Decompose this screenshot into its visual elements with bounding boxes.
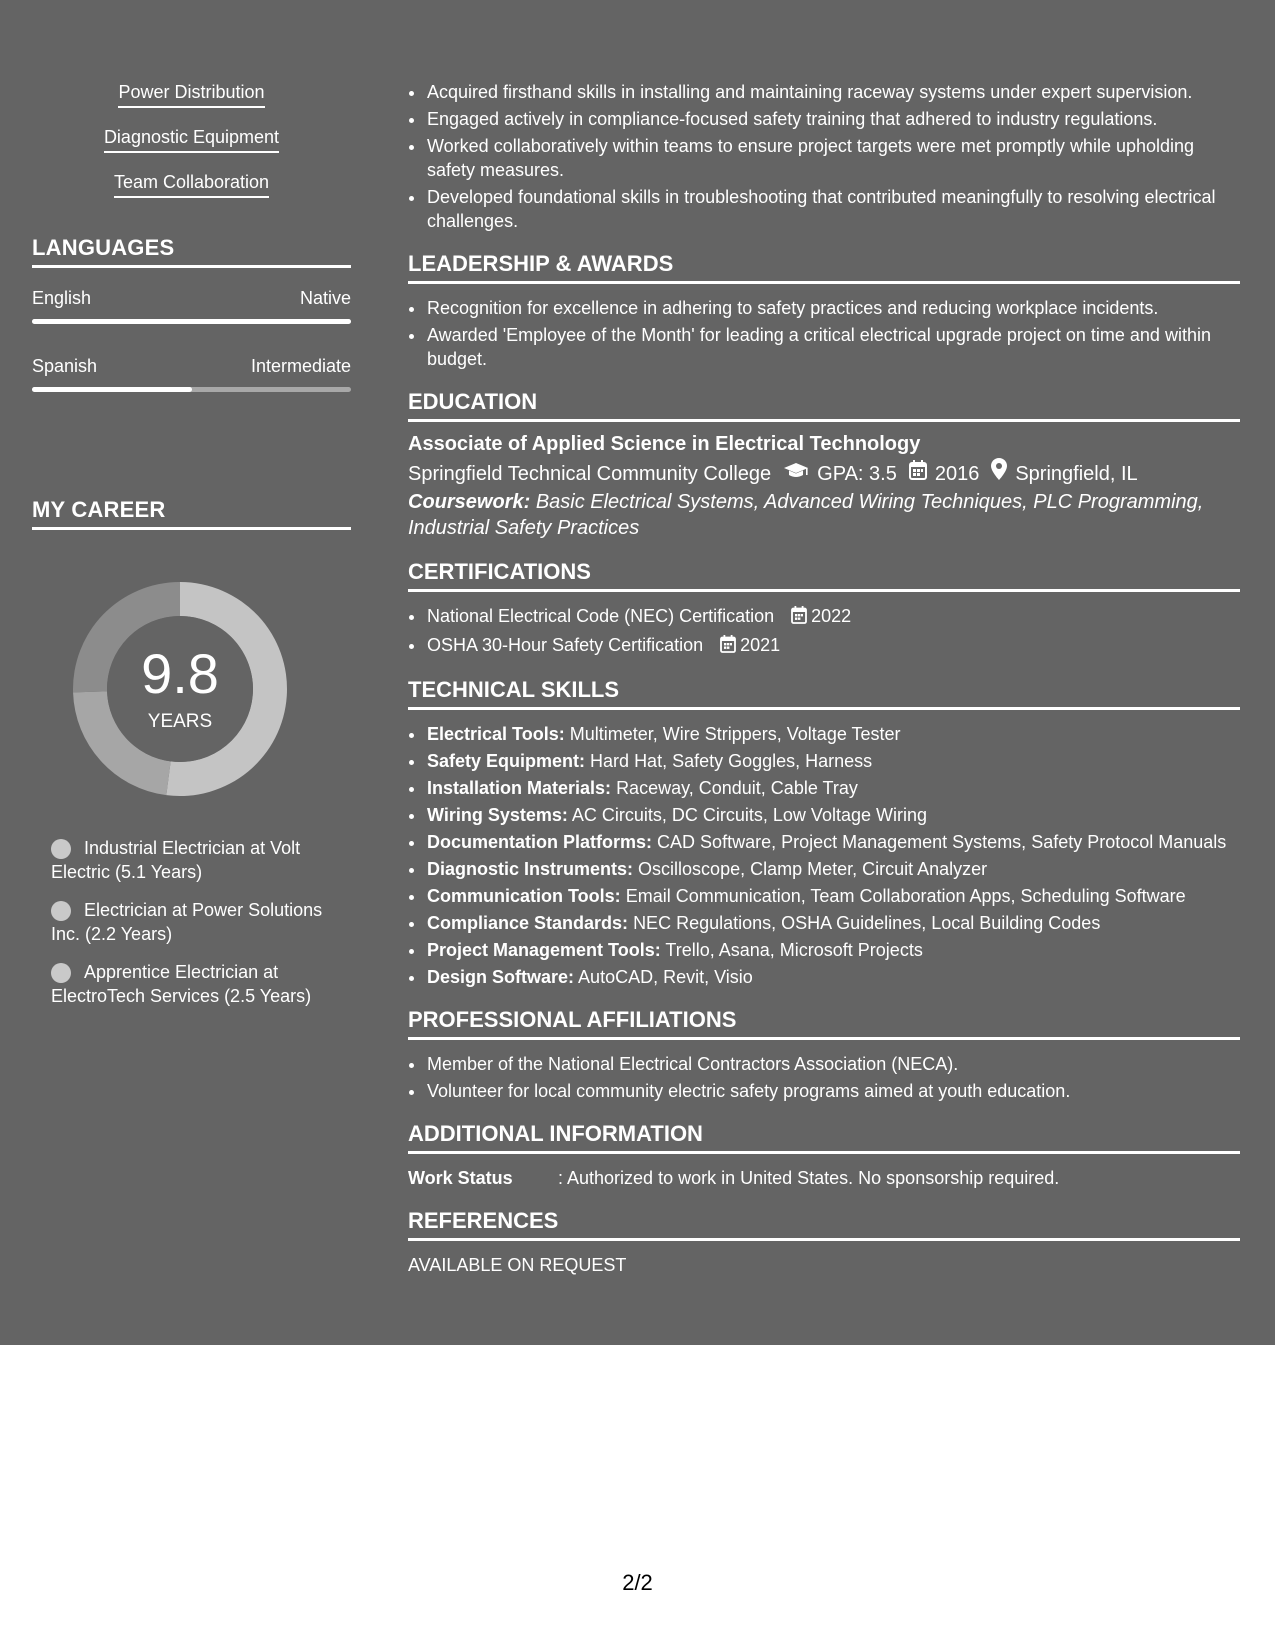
skill-tags [32, 80, 351, 215]
career-legend-item [51, 960, 351, 1008]
skill-category: Safety Equipment: [427, 751, 586, 771]
list-item [426, 776, 1240, 800]
certification-name: OSHA 30-Hour Safety Certification [427, 635, 704, 655]
calendar-icon [909, 459, 927, 489]
skill-category: Compliance Standards: [427, 913, 629, 933]
skill-values: Oscilloscope, Clamp Meter, Circuit Analyzer [638, 859, 988, 879]
section-title: EDUCATION [408, 389, 538, 414]
section-divider [408, 1151, 1240, 1154]
career-title: MY CAREER [32, 497, 166, 522]
skill-tag: Power Distribution [118, 80, 264, 108]
graduation-cap-icon [783, 459, 809, 489]
legend-dot-icon [51, 901, 71, 921]
language-proficiency-bar [32, 319, 351, 324]
career-donut-chart [67, 576, 293, 802]
languages-title: LANGUAGES [32, 235, 175, 260]
legend-dot-icon [51, 963, 71, 983]
education-degree: Associate of Applied Science in Electrical Technology [408, 433, 921, 455]
list-item: • Volunteer for local community electric safety programs aimed at youth education. [426, 1079, 1240, 1103]
language-item [32, 286, 351, 324]
skill-values: Hard Hat, Safety Goggles, Harness [590, 751, 873, 771]
calendar-icon [720, 635, 736, 659]
career-legend-item [51, 836, 351, 884]
certification-year: 2021 [740, 635, 781, 655]
certification-year: 2022 [811, 606, 852, 626]
career-section [32, 495, 351, 530]
affiliations-section [408, 1005, 1240, 1103]
section-title: LEADERSHIP & AWARDS [408, 251, 674, 276]
education-year: 2016 [934, 462, 980, 485]
list-item [426, 965, 1240, 989]
skill-tag: Team Collaboration [114, 170, 269, 198]
skill-values: Multimeter, Wire Strippers, Voltage Tester [569, 724, 901, 744]
language-item [32, 354, 351, 392]
list-item: • Worked collaboratively within teams to ensure project targets were met promptly while upholding safety measures. [426, 134, 1240, 182]
career-legend-item [51, 898, 351, 946]
list-item [426, 938, 1240, 962]
list-item [426, 803, 1240, 827]
career-legend-label: Electrician at Power Solutions Inc. (2.2 Years) [51, 900, 323, 944]
skill-values: NEC Regulations, OSHA Guidelines, Local Building Codes [633, 913, 1101, 933]
section-divider [408, 1238, 1240, 1241]
list-item: • Member of the National Electrical Contractors Association (NECA). [426, 1052, 1240, 1076]
education-coursework [408, 489, 1240, 541]
coursework-label: Coursework: [408, 491, 531, 513]
education-details [408, 458, 1240, 489]
skill-category: Installation Materials: [427, 778, 612, 798]
certification-name: National Electrical Code (NEC) Certification [427, 606, 775, 626]
education-gpa: GPA: 3.5 [817, 462, 897, 485]
list-item [426, 749, 1240, 773]
list-item [426, 722, 1240, 746]
skill-category: Diagnostic Instruments: [427, 859, 634, 879]
references-text: AVAILABLE ON REQUEST [408, 1255, 627, 1275]
list-item [426, 604, 1240, 630]
language-level: Intermediate [250, 356, 351, 376]
list-item: • Developed foundational skills in troubleshooting that contributed meaningfully to resolving electrical challenges. [426, 185, 1240, 233]
education-location: Springfield, IL [1015, 462, 1138, 485]
work-status-row [408, 1166, 1240, 1190]
list-item [426, 911, 1240, 935]
references-section [408, 1206, 1240, 1277]
page-number: 2/2 [622, 1570, 653, 1595]
skill-values: Trello, Asana, Microsoft Projects [665, 940, 923, 960]
career-total-years: 9.8 [141, 642, 219, 705]
skill-values: AutoCAD, Revit, Visio [578, 967, 753, 987]
language-proficiency-fill [32, 387, 192, 392]
section-divider [408, 589, 1240, 592]
list-item: • Recognition for excellence in adhering to safety practices and reducing workplace incidents. [426, 296, 1240, 320]
skill-values: Raceway, Conduit, Cable Tray [616, 778, 858, 798]
section-title: TECHNICAL SKILLS [408, 677, 620, 702]
language-name: English [32, 288, 92, 308]
additional-info-section [408, 1119, 1240, 1190]
section-divider [408, 419, 1240, 422]
section-divider [408, 1037, 1240, 1040]
list-item [426, 857, 1240, 881]
section-divider [408, 281, 1240, 284]
coursework-value: Basic Electrical Systems, Advanced Wiring Techniques, PLC Programming, Industrial Safety Practices [408, 491, 1204, 539]
language-proficiency-bar [32, 387, 351, 392]
section-divider [32, 265, 351, 268]
skill-values: CAD Software, Project Management Systems, Safety Protocol Manuals [657, 832, 1227, 852]
calendar-icon [791, 606, 807, 630]
skill-values: Email Communication, Team Collaboration Apps, Scheduling Software [625, 886, 1186, 906]
education-section [408, 387, 1240, 541]
skill-category: Wiring Systems: [427, 805, 568, 825]
leadership-section [408, 249, 1240, 371]
language-level: Native [299, 288, 351, 308]
certifications-section [408, 557, 1240, 659]
section-title: ADDITIONAL INFORMATION [408, 1121, 703, 1146]
career-legend [51, 836, 351, 1022]
technical-skills-section [408, 675, 1240, 989]
list-item [426, 633, 1240, 659]
skill-category: Design Software: [427, 967, 575, 987]
skill-values: AC Circuits, DC Circuits, Low Voltage Wiring [571, 805, 927, 825]
skill-tag: Diagnostic Equipment [104, 125, 279, 153]
experience-bullets [408, 80, 1240, 233]
skill-category: Communication Tools: [427, 886, 621, 906]
section-divider [32, 527, 351, 530]
section-title: CERTIFICATIONS [408, 559, 591, 584]
work-status-label: Work Status [408, 1168, 513, 1188]
left-column [32, 80, 351, 1006]
language-proficiency-fill [32, 319, 351, 324]
list-item [426, 884, 1240, 908]
list-item [426, 830, 1240, 854]
list-item: • Awarded 'Employee of the Month' for leading a critical electrical upgrade project on time and within budget. [426, 323, 1240, 371]
skill-category: Project Management Tools: [427, 940, 661, 960]
work-status-value: : Authorized to work in United States. No sponsorship required. [558, 1168, 1060, 1188]
skill-category: Documentation Platforms: [427, 832, 653, 852]
section-title: PROFESSIONAL AFFILIATIONS [408, 1007, 737, 1032]
section-divider [408, 707, 1240, 710]
section-title: REFERENCES [408, 1208, 559, 1233]
skill-category: Electrical Tools: [427, 724, 565, 744]
career-years-label: YEARS [147, 711, 213, 732]
list-item: • Engaged actively in compliance-focused safety training that adhered to industry regulations. [426, 107, 1240, 131]
career-legend-label: Industrial Electrician at Volt Electric (5.1 Years) [51, 838, 301, 882]
languages-section [32, 233, 351, 392]
list-item: • Acquired firsthand skills in installing and maintaining raceway systems under expert supervision. [426, 80, 1240, 104]
language-name: Spanish [32, 356, 98, 376]
legend-dot-icon [51, 839, 71, 859]
map-pin-icon [991, 458, 1007, 489]
education-school: Springfield Technical Community College [408, 462, 772, 485]
right-column [408, 80, 1240, 1277]
career-legend-label: Apprentice Electrician at ElectroTech Services (2.5 Years) [51, 962, 312, 1006]
